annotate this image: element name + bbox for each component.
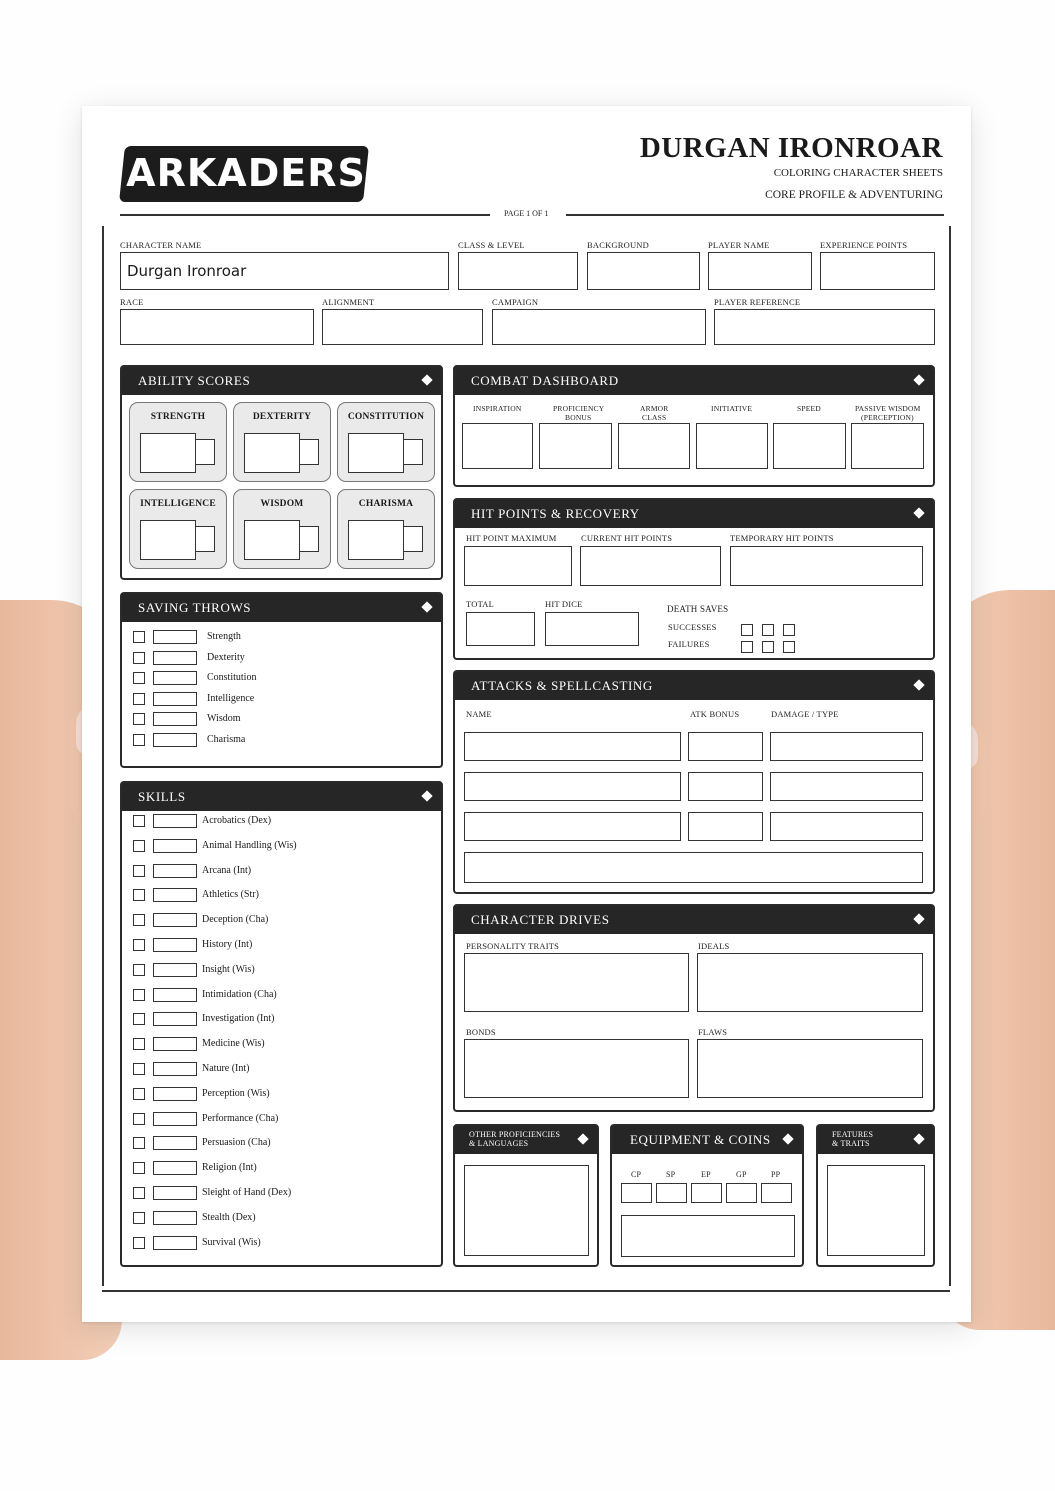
saving-throw-value-field[interactable] (153, 651, 197, 665)
skill-label: Deception (Cha) (202, 914, 269, 926)
passive-wisdom-label-1: PASSIVE WISDOM (855, 404, 921, 413)
saving-throw-label: Strength (207, 631, 241, 642)
ability-modifier-field[interactable] (299, 439, 319, 465)
alignment-label: ALIGNMENT (322, 297, 375, 307)
race-label: RACE (120, 297, 144, 307)
skill-label: Religion (Int) (202, 1162, 257, 1174)
skill-label: Insight (Wis) (202, 963, 255, 975)
ideals-field[interactable] (697, 953, 923, 1012)
equipment-header (612, 1126, 802, 1154)
death-saves-label: DEATH SAVES (667, 604, 729, 614)
coin-label: CP (631, 1170, 642, 1179)
player-reference-field[interactable] (714, 309, 935, 345)
features-header (818, 1126, 933, 1154)
saving-throw-proficiency-checkbox[interactable] (133, 631, 145, 643)
features-panel (816, 1124, 935, 1267)
ability-label: WISDOM (260, 499, 304, 509)
death-failure-checkbox[interactable] (741, 641, 753, 653)
coin-field[interactable] (621, 1183, 652, 1203)
hit-dice-total-field[interactable] (466, 612, 535, 646)
combat-dashboard-panel (453, 365, 935, 487)
skill-label: Medicine (Wis) (202, 1038, 265, 1050)
bonds-label: BONDS (466, 1027, 496, 1037)
brand-logo-text: ARKADERS (126, 151, 366, 195)
skill-value-field[interactable] (153, 1186, 197, 1200)
attack-damage-label: DAMAGE / TYPE (771, 709, 839, 719)
background-field[interactable] (587, 252, 700, 290)
passive-wisdom-field[interactable] (851, 423, 924, 469)
attacks-panel (453, 670, 935, 894)
campaign-field[interactable] (492, 309, 706, 345)
ability-score-field[interactable] (244, 520, 300, 560)
skill-proficiency-checkbox[interactable] (133, 914, 145, 926)
skill-proficiency-checkbox[interactable] (133, 1013, 145, 1025)
proficiency-bonus-field[interactable] (539, 423, 612, 469)
hit-dice-total-label: TOTAL (466, 599, 495, 609)
experience-label: EXPERIENCE POINTS (820, 240, 908, 250)
saving-throw-proficiency-checkbox[interactable] (133, 652, 145, 664)
header-rule-left (120, 214, 490, 216)
ability-label: DEXTERITY (252, 412, 312, 422)
skill-proficiency-checkbox[interactable] (133, 964, 145, 976)
skill-proficiency-checkbox[interactable] (133, 889, 145, 901)
skill-value-field[interactable] (153, 864, 197, 878)
skill-value-field[interactable] (153, 814, 197, 828)
death-failure-checkbox[interactable] (783, 641, 795, 653)
skill-label: Survival (Wis) (202, 1236, 261, 1248)
inspiration-label: INSPIRATION (473, 404, 522, 413)
other-proficiencies-header (455, 1126, 597, 1154)
skill-proficiency-checkbox[interactable] (133, 1187, 145, 1199)
skill-value-field[interactable] (153, 1062, 197, 1076)
character-sheet (82, 106, 971, 1322)
saving-throw-proficiency-checkbox[interactable] (133, 713, 145, 725)
skill-label: Acrobatics (Dex) (202, 815, 272, 826)
hp-current-field[interactable] (580, 546, 721, 586)
header-rule-right (566, 214, 944, 216)
ability-box-charisma[interactable] (337, 489, 435, 569)
ability-score-field[interactable] (348, 520, 404, 560)
skill-label: Sleight of Hand (Dex) (202, 1187, 292, 1198)
coin-label: SP (666, 1170, 676, 1179)
coin-label: GP (736, 1170, 747, 1179)
death-success-checkbox[interactable] (741, 624, 753, 636)
death-success-checkbox[interactable] (762, 624, 774, 636)
saving-throw-value-field[interactable] (153, 671, 197, 685)
saving-throw-proficiency-checkbox[interactable] (133, 693, 145, 705)
equipment-panel (610, 1124, 804, 1267)
speed-field[interactable] (773, 423, 846, 469)
skill-proficiency-checkbox[interactable] (133, 1162, 145, 1174)
saving-throw-value-field[interactable] (153, 712, 197, 726)
hp-temp-field[interactable] (730, 546, 923, 586)
character-drives-title: CHARACTER DRIVES (471, 912, 610, 927)
ability-scores-title: ABILITY SCORES (138, 373, 251, 388)
attack-bonus-label: ATK BONUS (690, 709, 740, 719)
campaign-label: CAMPAIGN (492, 297, 539, 307)
saving-throw-value-field[interactable] (153, 733, 197, 747)
saving-throw-value-field[interactable] (153, 630, 197, 644)
coin-field[interactable] (691, 1183, 722, 1203)
frame-bottom-line (102, 1290, 950, 1292)
skill-proficiency-checkbox[interactable] (133, 1088, 145, 1100)
skill-proficiency-checkbox[interactable] (133, 865, 145, 877)
player-name-label: PLAYER NAME (708, 240, 770, 250)
coin-field[interactable] (761, 1183, 792, 1203)
ability-box-dexterity[interactable] (233, 402, 331, 482)
character-title: DURGAN IRONROAR (639, 132, 943, 164)
ability-scores-panel (120, 365, 443, 580)
alignment-field[interactable] (322, 309, 483, 345)
ability-score-field[interactable] (140, 520, 196, 560)
attack-bonus-field[interactable] (688, 732, 763, 761)
hp-temp-label: TEMPORARY HIT POINTS (730, 533, 834, 543)
ability-score-field[interactable] (244, 433, 300, 473)
ability-box-constitution[interactable] (337, 402, 435, 482)
skill-value-field[interactable] (153, 1161, 197, 1175)
attack-bonus-field[interactable] (688, 772, 763, 801)
class-level-label: CLASS & LEVEL (458, 240, 525, 250)
class-level-field[interactable] (458, 252, 578, 290)
attack-bonus-field[interactable] (688, 812, 763, 841)
ability-score-field[interactable] (140, 433, 196, 473)
hp-max-label: HIT POINT MAXIMUM (466, 533, 557, 543)
flaws-field[interactable] (697, 1039, 923, 1098)
attack-damage-field[interactable] (770, 772, 923, 801)
ability-label: INTELLIGENCE (140, 499, 216, 509)
ability-label: CHARISMA (358, 499, 414, 509)
other-proficiencies-title-1: OTHER PROFICIENCIES (469, 1130, 561, 1139)
diamond-icon (913, 507, 924, 518)
death-failure-checkbox[interactable] (762, 641, 774, 653)
page-label: PAGE 1 OF 1 (504, 209, 549, 218)
ability-label: STRENGTH (150, 412, 206, 422)
skill-proficiency-checkbox[interactable] (133, 1212, 145, 1224)
hit-dice-label: HIT DICE (545, 599, 583, 609)
proficiency-label-1: PROFICIENCY (553, 404, 605, 413)
features-title-1: FEATURES (832, 1130, 874, 1139)
ability-modifier-field[interactable] (195, 439, 215, 465)
attacks-title: ATTACKS & SPELLCASTING (471, 678, 653, 693)
bonds-field[interactable] (464, 1039, 689, 1098)
diamond-icon (913, 679, 924, 690)
diamond-icon (421, 601, 432, 612)
coin-field[interactable] (726, 1183, 757, 1203)
skill-label: Arcana (Int) (202, 864, 252, 876)
hp-current-label: CURRENT HIT POINTS (581, 533, 673, 543)
passive-wisdom-label-2: (PERCEPTION) (861, 413, 914, 422)
attack-damage-field[interactable] (770, 732, 923, 761)
skill-value-field[interactable] (153, 1037, 197, 1051)
ability-box-wisdom[interactable] (233, 489, 331, 569)
skill-label: Intimidation (Cha) (202, 988, 277, 1000)
skill-value-field[interactable] (153, 938, 197, 952)
skill-label: Persuasion (Cha) (202, 1137, 271, 1149)
saving-throws-title: SAVING THROWS (138, 600, 252, 615)
attack-notes-field[interactable] (464, 852, 923, 883)
ability-scores-header (122, 367, 441, 395)
death-success-checkbox[interactable] (783, 624, 795, 636)
skill-label: Stealth (Dex) (202, 1211, 256, 1223)
skill-value-field[interactable] (153, 1136, 197, 1150)
skill-value-field[interactable] (153, 913, 197, 927)
skill-proficiency-checkbox[interactable] (133, 840, 145, 852)
skill-label: History (Int) (202, 939, 253, 950)
sheet-subtitle: COLORING CHARACTER SHEETS (773, 167, 943, 179)
skill-proficiency-checkbox[interactable] (133, 1113, 145, 1125)
skills-title: SKILLS (138, 789, 186, 804)
player-name-field[interactable] (708, 252, 812, 290)
diamond-icon (421, 790, 432, 801)
coin-field[interactable] (656, 1183, 687, 1203)
saving-throw-label: Intelligence (207, 692, 255, 704)
coin-label: EP (701, 1170, 711, 1179)
personality-traits-field[interactable] (464, 953, 689, 1012)
skill-value-field[interactable] (153, 1012, 197, 1026)
attack-name-field[interactable] (464, 732, 681, 761)
diamond-icon (782, 1133, 793, 1144)
skill-label: Animal Handling (Wis) (202, 839, 297, 851)
ability-score-field[interactable] (348, 433, 404, 473)
speed-label: SPEED (797, 404, 821, 413)
player-reference-label: PLAYER REFERENCE (714, 297, 801, 307)
skill-value-field[interactable] (153, 1087, 197, 1101)
skill-value-field[interactable] (153, 839, 197, 853)
features-field[interactable] (827, 1165, 925, 1256)
combat-dashboard-header (455, 367, 933, 395)
ability-modifier-field[interactable] (195, 526, 215, 552)
combat-dashboard-title: COMBAT DASHBOARD (471, 373, 619, 388)
attack-damage-field[interactable] (770, 812, 923, 841)
saving-throws-panel (120, 592, 443, 768)
character-name-value: Durgan Ironroar (127, 262, 247, 280)
ideals-label: IDEALS (698, 941, 730, 951)
proficiency-label-2: BONUS (565, 413, 592, 422)
skill-proficiency-checkbox[interactable] (133, 1063, 145, 1075)
features-title-2: & TRAITS (832, 1139, 870, 1148)
saving-throw-proficiency-checkbox[interactable] (133, 672, 145, 684)
initiative-label: INITIATIVE (711, 404, 753, 413)
diamond-icon (913, 374, 924, 385)
attack-name-field[interactable] (464, 772, 681, 801)
saving-throw-label: Charisma (207, 734, 246, 745)
skill-proficiency-checkbox[interactable] (133, 1237, 145, 1249)
skill-label: Athletics (Str) (202, 889, 259, 901)
hit-dice-field[interactable] (545, 612, 639, 646)
equipment-title: EQUIPMENT & COINS (630, 1132, 771, 1147)
ability-modifier-field[interactable] (403, 526, 423, 552)
saving-throw-label: Dexterity (207, 651, 245, 663)
character-drives-header (455, 906, 933, 934)
skill-proficiency-checkbox[interactable] (133, 939, 145, 951)
saving-throw-proficiency-checkbox[interactable] (133, 734, 145, 746)
hit-points-header (455, 500, 933, 528)
other-proficiencies-panel (453, 1124, 599, 1267)
skill-value-field[interactable] (153, 1211, 197, 1225)
coin-label: PP (771, 1170, 781, 1179)
ability-modifier-field[interactable] (299, 526, 319, 552)
hp-max-field[interactable] (464, 546, 572, 586)
saving-throw-label: Wisdom (207, 713, 241, 725)
skills-header (122, 783, 441, 811)
ability-box-strength[interactable] (129, 402, 227, 482)
death-successes-label: SUCCESSES (668, 622, 717, 632)
section-title: CORE PROFILE & ADVENTURING (765, 189, 943, 201)
skill-label: Nature (Int) (202, 1063, 250, 1074)
skill-value-field[interactable] (153, 988, 197, 1002)
skill-value-field[interactable] (153, 888, 197, 902)
diamond-icon (913, 913, 924, 924)
flaws-label: FLAWS (698, 1027, 728, 1037)
skill-value-field[interactable] (153, 1236, 197, 1250)
hit-points-title: HIT POINTS & RECOVERY (471, 506, 640, 521)
skill-label: Perception (Wis) (202, 1087, 270, 1099)
ability-label: CONSTITUTION (347, 412, 425, 422)
hit-points-panel (453, 498, 935, 660)
inspiration-field[interactable] (462, 423, 533, 469)
ability-box-intelligence[interactable] (129, 489, 227, 569)
frame-left-line (102, 226, 104, 1286)
armor-class-label-2: CLASS (642, 413, 667, 422)
saving-throw-label: Constitution (207, 672, 257, 684)
attacks-header (455, 672, 933, 700)
armor-class-label-1: ARMOR (640, 404, 669, 413)
other-proficiencies-field[interactable] (464, 1165, 589, 1256)
background-label: BACKGROUND (587, 240, 649, 250)
frame-right-line (949, 226, 951, 1286)
skill-label: Performance (Cha) (202, 1112, 279, 1124)
death-failures-label: FAILURES (668, 639, 710, 649)
ability-modifier-field[interactable] (403, 439, 423, 465)
experience-field[interactable] (820, 252, 935, 290)
race-field[interactable] (120, 309, 314, 345)
equipment-list-field[interactable] (621, 1215, 795, 1257)
saving-throws-header (122, 594, 441, 622)
skill-proficiency-checkbox[interactable] (133, 1038, 145, 1050)
skill-proficiency-checkbox[interactable] (133, 989, 145, 1001)
saving-throw-value-field[interactable] (153, 692, 197, 706)
attack-name-field[interactable] (464, 812, 681, 841)
skill-proficiency-checkbox[interactable] (133, 1137, 145, 1149)
skill-value-field[interactable] (153, 1112, 197, 1126)
character-drives-panel (453, 904, 935, 1112)
diamond-icon (421, 374, 432, 385)
personality-traits-label: PERSONALITY TRAITS (466, 941, 560, 951)
character-name-label: CHARACTER NAME (120, 240, 202, 250)
skill-label: Investigation (Int) (202, 1013, 275, 1025)
armor-class-field[interactable] (618, 423, 690, 469)
initiative-field[interactable] (696, 423, 768, 469)
skill-value-field[interactable] (153, 963, 197, 977)
other-proficiencies-title-2: & LANGUAGES (469, 1139, 529, 1148)
skill-proficiency-checkbox[interactable] (133, 815, 145, 827)
attack-name-label: NAME (466, 709, 492, 719)
skills-panel (120, 781, 443, 1267)
